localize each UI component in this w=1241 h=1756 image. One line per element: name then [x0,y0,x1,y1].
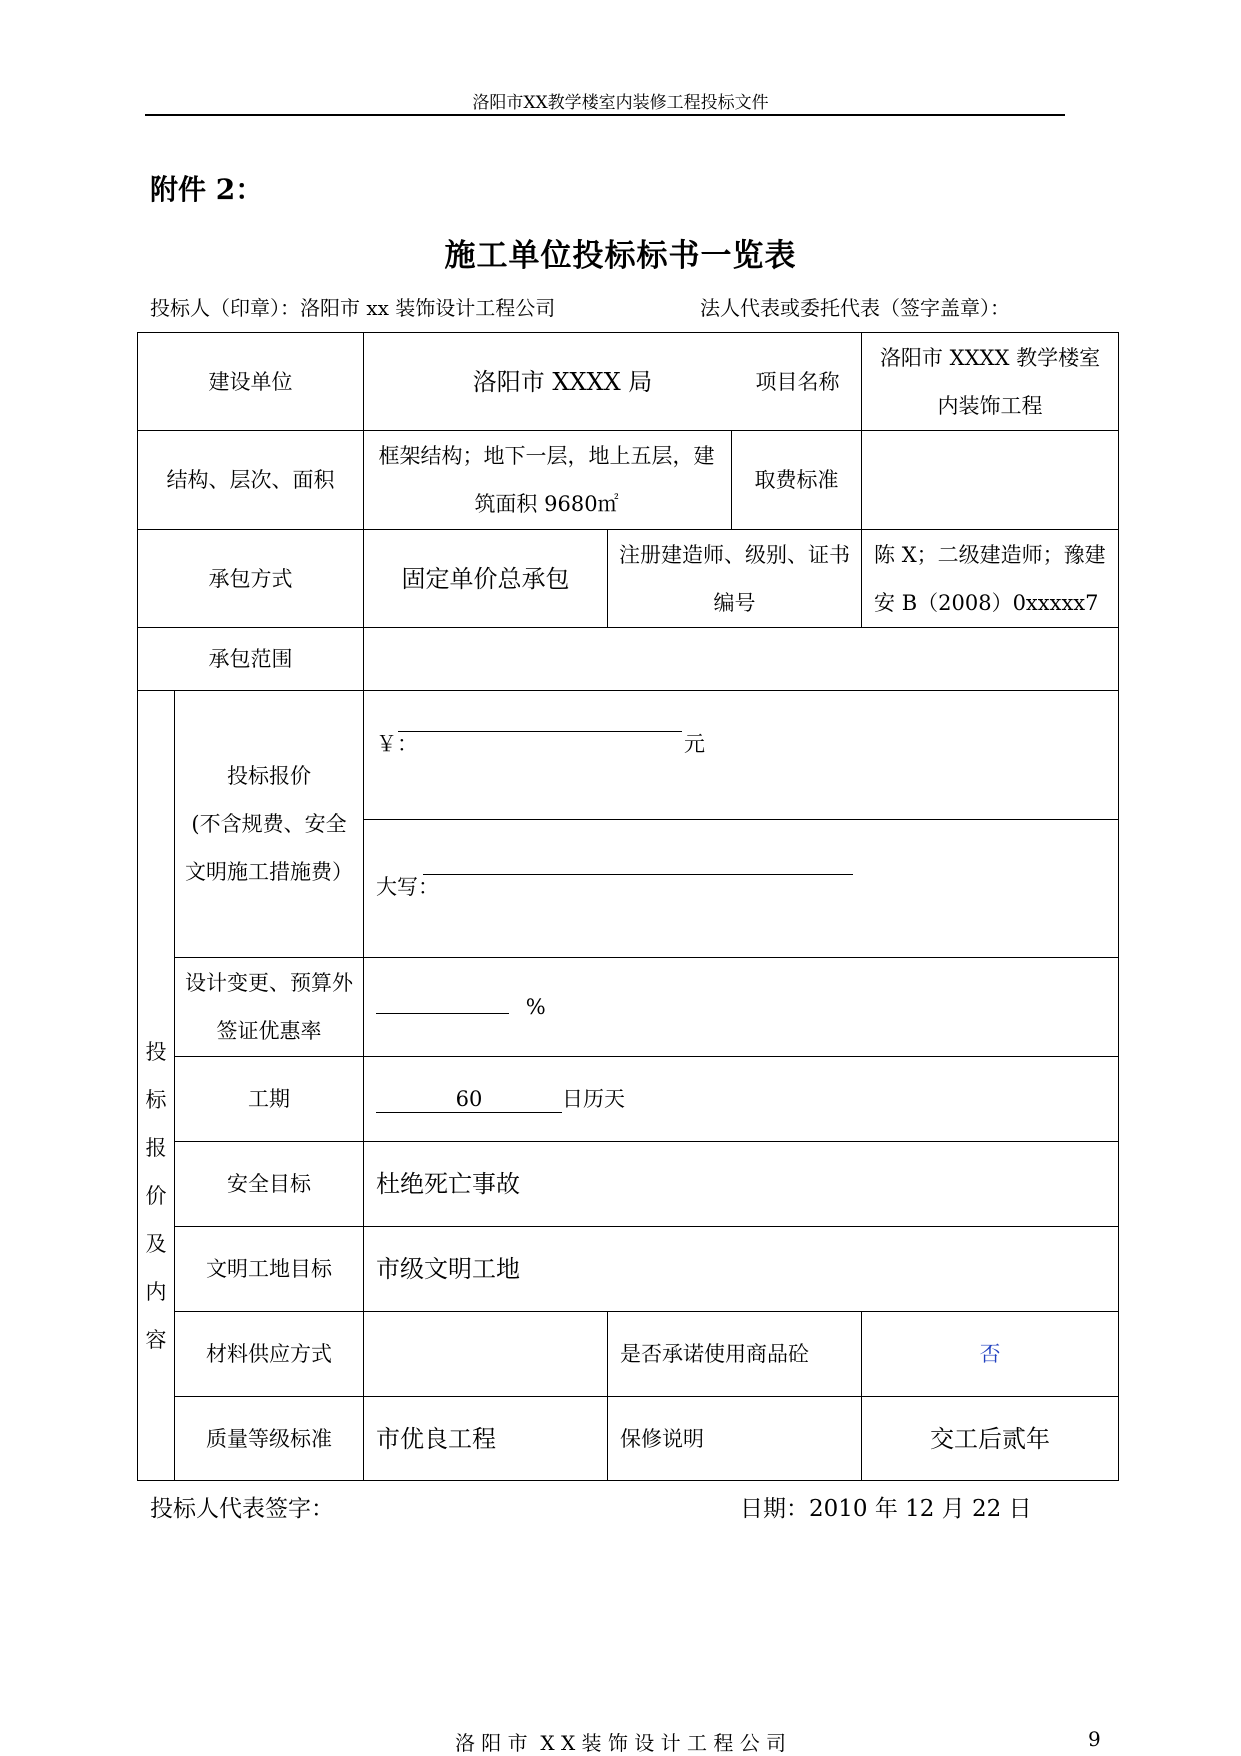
value-structure-line1: 框架结构；地下一层，地上五层，建 [378,444,715,468]
header-rule [145,114,1065,116]
label-fee-standard: 取费标准 [731,431,861,530]
label-quality-standard: 质量等级标准 [175,1397,364,1481]
discount-unit: % [525,995,546,1019]
row-safety-target [138,1142,1119,1227]
bid-price-daxie [364,820,1118,957]
label-warranty: 保修说明 [608,1397,862,1481]
side-char: 内 [145,1279,167,1304]
side-char: 报 [145,1135,167,1160]
rep-signature-label: 投标人代表签字： [150,1496,334,1522]
yen-value [398,731,682,732]
side-label-bid-content [138,691,175,1481]
structure-cell [364,431,862,530]
daxie-prefix: 大写： [376,875,439,899]
side-char: 及 [145,1231,167,1256]
label-discount-line1: 设计变更、预算外 [185,971,353,995]
value-structure-line2: 筑面积 9680㎡ [474,492,619,516]
value-safety-target: 杜绝死亡事故 [364,1142,1119,1227]
label-project-name: 项目名称 [755,370,840,394]
label-duration: 工期 [175,1057,364,1142]
label-bid-price-line3: 文明施工措施费） [185,860,353,884]
label-contract-scope: 承包范围 [138,628,364,691]
duration-value: 60 [376,1086,562,1113]
side-char: 容 [145,1327,167,1352]
value-contract-scope [364,628,1119,691]
duration-unit: 日历天 [562,1087,625,1111]
label-bid-price-line2: (不含规费、安全 [191,812,347,836]
bid-price-value-cell [364,691,1119,958]
document-title: 施工单位投标标书一览表 [444,238,797,274]
project-name-cell [755,333,1119,431]
label-safety-target: 安全目标 [175,1142,364,1227]
label-registered-builder-line1: 注册建造师、级别、证书 [619,542,850,567]
label-material-supply: 材料供应方式 [175,1312,364,1397]
row-discount-rate [138,958,1119,1057]
bid-price-label-cell [175,691,364,958]
yen-unit: 元 [684,732,705,756]
page-number: 9 [1088,1727,1101,1751]
row-structure [138,431,1119,530]
page-header-title: 洛阳市XX教学楼室内装修工程投标文件 [472,93,769,113]
row-construction-unit [138,333,1119,431]
duration-value-cell [364,1057,1119,1142]
value-registered-builder-line2: 安 B（2008）0xxxxx7 [874,590,1099,615]
value-contract-mode: 固定单价总承包 [364,530,608,628]
row-contract-scope [138,628,1119,691]
annex-label: 附件 2： [150,173,264,206]
row-bid-price [138,691,1119,958]
bidder-line: 投标人（印章）：洛阳市 xx 装饰设计工程公司 [150,296,556,320]
value-warranty: 交工后贰年 [862,1397,1119,1481]
value-fee-standard [862,431,1119,530]
discount-label-cell [175,958,364,1057]
yen-prefix: ￥： [376,732,418,756]
label-registered-builder-line2: 编号 [713,590,756,615]
bid-price-numeric [364,691,1118,820]
bid-summary-table [137,332,1119,1481]
side-char: 投 [145,1039,167,1064]
label-structure: 结构、层次、面积 [138,431,364,530]
label-bid-price-line1: 投标报价 [227,764,311,788]
value-material-supply [364,1312,608,1397]
footer-company: 洛 阳 市 X X 装 饰 设 计 工 程 公 司 [454,1731,787,1755]
label-civilized-site: 文明工地目标 [175,1227,364,1312]
legal-rep-line: 法人代表或委托代表（签字盖章）： [700,296,1010,320]
value-quality-standard: 市优良工程 [364,1397,608,1481]
row-material-supply [138,1312,1119,1397]
registered-builder-value-cell [862,530,1119,628]
row-quality-standard [138,1397,1119,1481]
side-char: 标 [145,1087,167,1112]
row-duration [138,1057,1119,1142]
value-project-name-line2: 内装饰工程 [937,393,1043,418]
label-construction-unit: 建设单位 [138,333,364,431]
label-discount-line2: 签证优惠率 [216,1019,322,1043]
label-commercial-concrete: 是否承诺使用商品砼 [608,1312,862,1397]
label-contract-mode: 承包方式 [138,530,364,628]
value-commercial-concrete: 否 [862,1312,1119,1397]
discount-value [376,1013,509,1014]
row-contract-mode [138,530,1119,628]
registered-builder-cell [608,530,862,628]
sign-date: 日期：2010 年 12 月 22 日 [740,1496,1032,1522]
value-civilized-site: 市级文明工地 [364,1227,1119,1312]
value-construction-unit: 洛阳市 XXXX 局 [364,333,862,431]
value-project-name-line1: 洛阳市 XXXX 教学楼室 [879,345,1101,370]
side-char: 价 [145,1183,167,1208]
row-civilized-site [138,1227,1119,1312]
daxie-value [423,874,853,875]
discount-value-cell [364,958,1119,1057]
value-registered-builder-line1: 陈 X；二级建造师；豫建 [874,542,1106,567]
